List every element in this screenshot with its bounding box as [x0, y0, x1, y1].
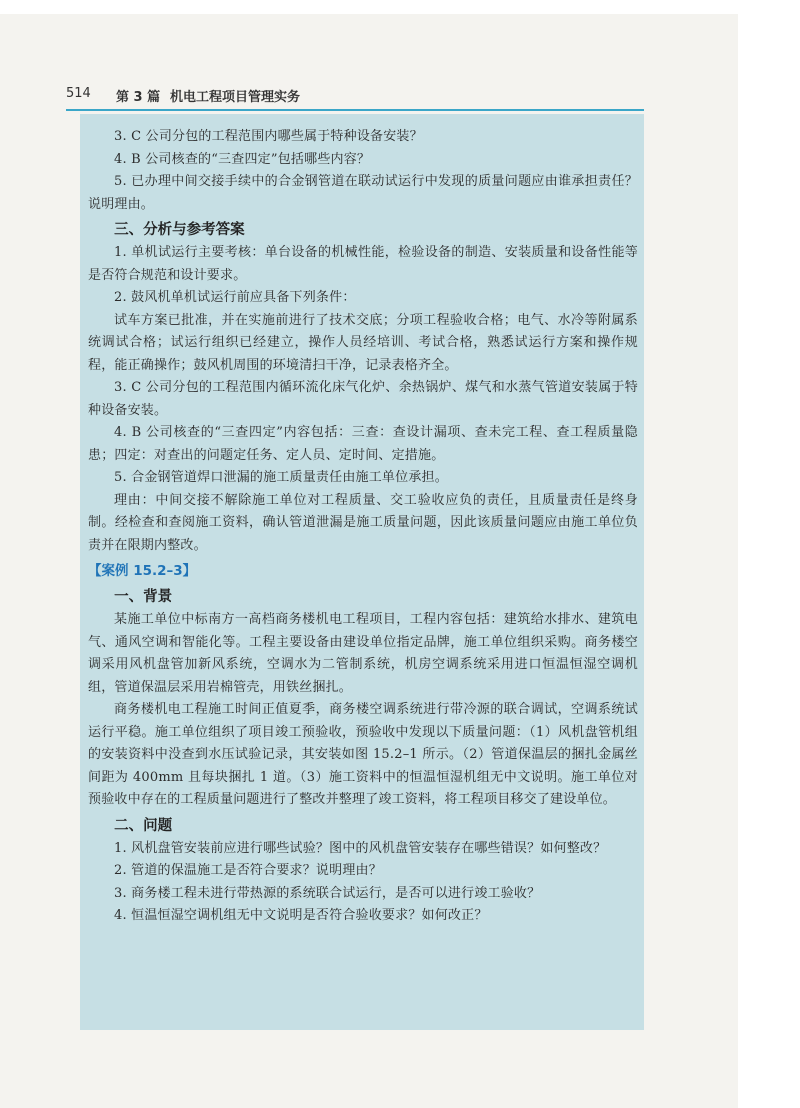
part-label: 第 3 篇 [116, 90, 161, 105]
answer-paragraph: 理由：中间交接不解除施工单位对工程质量、交工验收应负的责任，且质量责任是终身制。经检查和查阅施工资料，确认管道泄漏是施工质量问题，因此该质量问题应由施工单位负责并在限期内整改。 [88, 492, 638, 553]
answer-paragraph: 3. C 公司分包的工程范围内循环流化床气化炉、余热锅炉、煤气和水蒸气管道安装属于特种设备安装。 [88, 380, 638, 418]
part-title: 机电工程项目管理实务 [170, 90, 301, 105]
background-paragraph: 某施工单位中标南方一高档商务楼机电工程项目，工程内容包括：建筑给水排水、建筑电气、通风空调和智能化等。工程主要设备由建设单位指定品牌，施工单位组织采购。商务楼空调采用风机盘管加新风系统，空调水为二管制系统，机房空调系统采用进口恒温恒湿空调机组，管道保温层采用岩棉管壳，用铁丝捆扎。 [88, 612, 638, 695]
background-heading: 一、背景 [114, 589, 173, 605]
question-item: 3. C 公司分包的工程范围内哪些属于特种设备安装？ [114, 129, 423, 144]
questions-heading: 二、问题 [114, 817, 173, 834]
answer-paragraph: 5. 合金钢管道焊口泄漏的施工质量责任由施工单位承担。 [114, 470, 448, 485]
content-panel [80, 114, 644, 1030]
question-item: 4. 恒温恒湿空调机组无中文说明是否符合验收要求？如何改正？ [114, 908, 488, 923]
answer-paragraph: 1. 单机试运行主要考核：单台设备的机械性能，检验设备的制造、安装质量和设备性能等是否符合规范和设计要求。 [88, 245, 638, 283]
page-number: 514 [66, 86, 91, 101]
answer-paragraph: 2. 鼓风机单机试运行前应具备下列条件： [114, 290, 356, 305]
page-header [66, 86, 644, 108]
scan-border-top [0, 0, 800, 14]
header-rule [66, 109, 644, 111]
case-label: 【案例 15.2–3】 [88, 563, 197, 579]
question-item: 5. 已办理中间交接手续中的合金钢管道在联动试运行中发现的质量问题应由谁承担责任？说明理由。 [88, 174, 638, 212]
question-item: 2. 管道的保温施工是否符合要求？说明理由？ [114, 863, 382, 878]
question-item: 3. 商务楼工程未进行带热源的系统联合试运行，是否可以进行竣工验收？ [114, 885, 541, 901]
analysis-heading: 三、分析与参考答案 [114, 222, 245, 238]
scan-border-right [738, 0, 800, 1108]
answer-paragraph: 试车方案已批准，并在实施前进行了技术交底；分项工程验收合格；电气、水冷等附属系统调试合格；试运行组织已经建立，操作人员经培训、考试合格，熟悉试运行方案和操作规程，能正确操作；鼓风机周围的环境清扫干净，记录表格齐全。 [88, 312, 638, 373]
content-text [88, 126, 638, 928]
answer-paragraph: 4. B 公司核查的“三查四定”内容包括：三查：查设计漏项、查未完工程、查工程质量隐患；四定：对查出的问题定任务、定人员、定时间、定措施。 [88, 425, 638, 463]
question-item: 4. B 公司核查的“三查四定”包括哪些内容？ [114, 151, 371, 167]
background-paragraph: 商务楼机电工程施工时间正值夏季，商务楼空调系统进行带冷源的联合调试，空调系统试运行平稳。施工单位组织了项目竣工预验收，预验收中发现以下质量问题：（1）风机盘管机组的安装资料中没查到水压试验记录，其安装如图 15.2–1 所示。（2）管道保温层的捆扎金属丝间距为 400mm 且每块捆扎 1 道。（3）施工资料中的恒温恒湿机组无中文说明。施工单位对预验收中存在的工程质量问题进行了整改并整理了竣工资料，将工程项目移交了建设单位。 [88, 702, 638, 807]
question-item: 1. 风机盘管安装前应进行哪些试验？图中的风机盘管安装存在哪些错误？如何整改？ [114, 840, 607, 856]
